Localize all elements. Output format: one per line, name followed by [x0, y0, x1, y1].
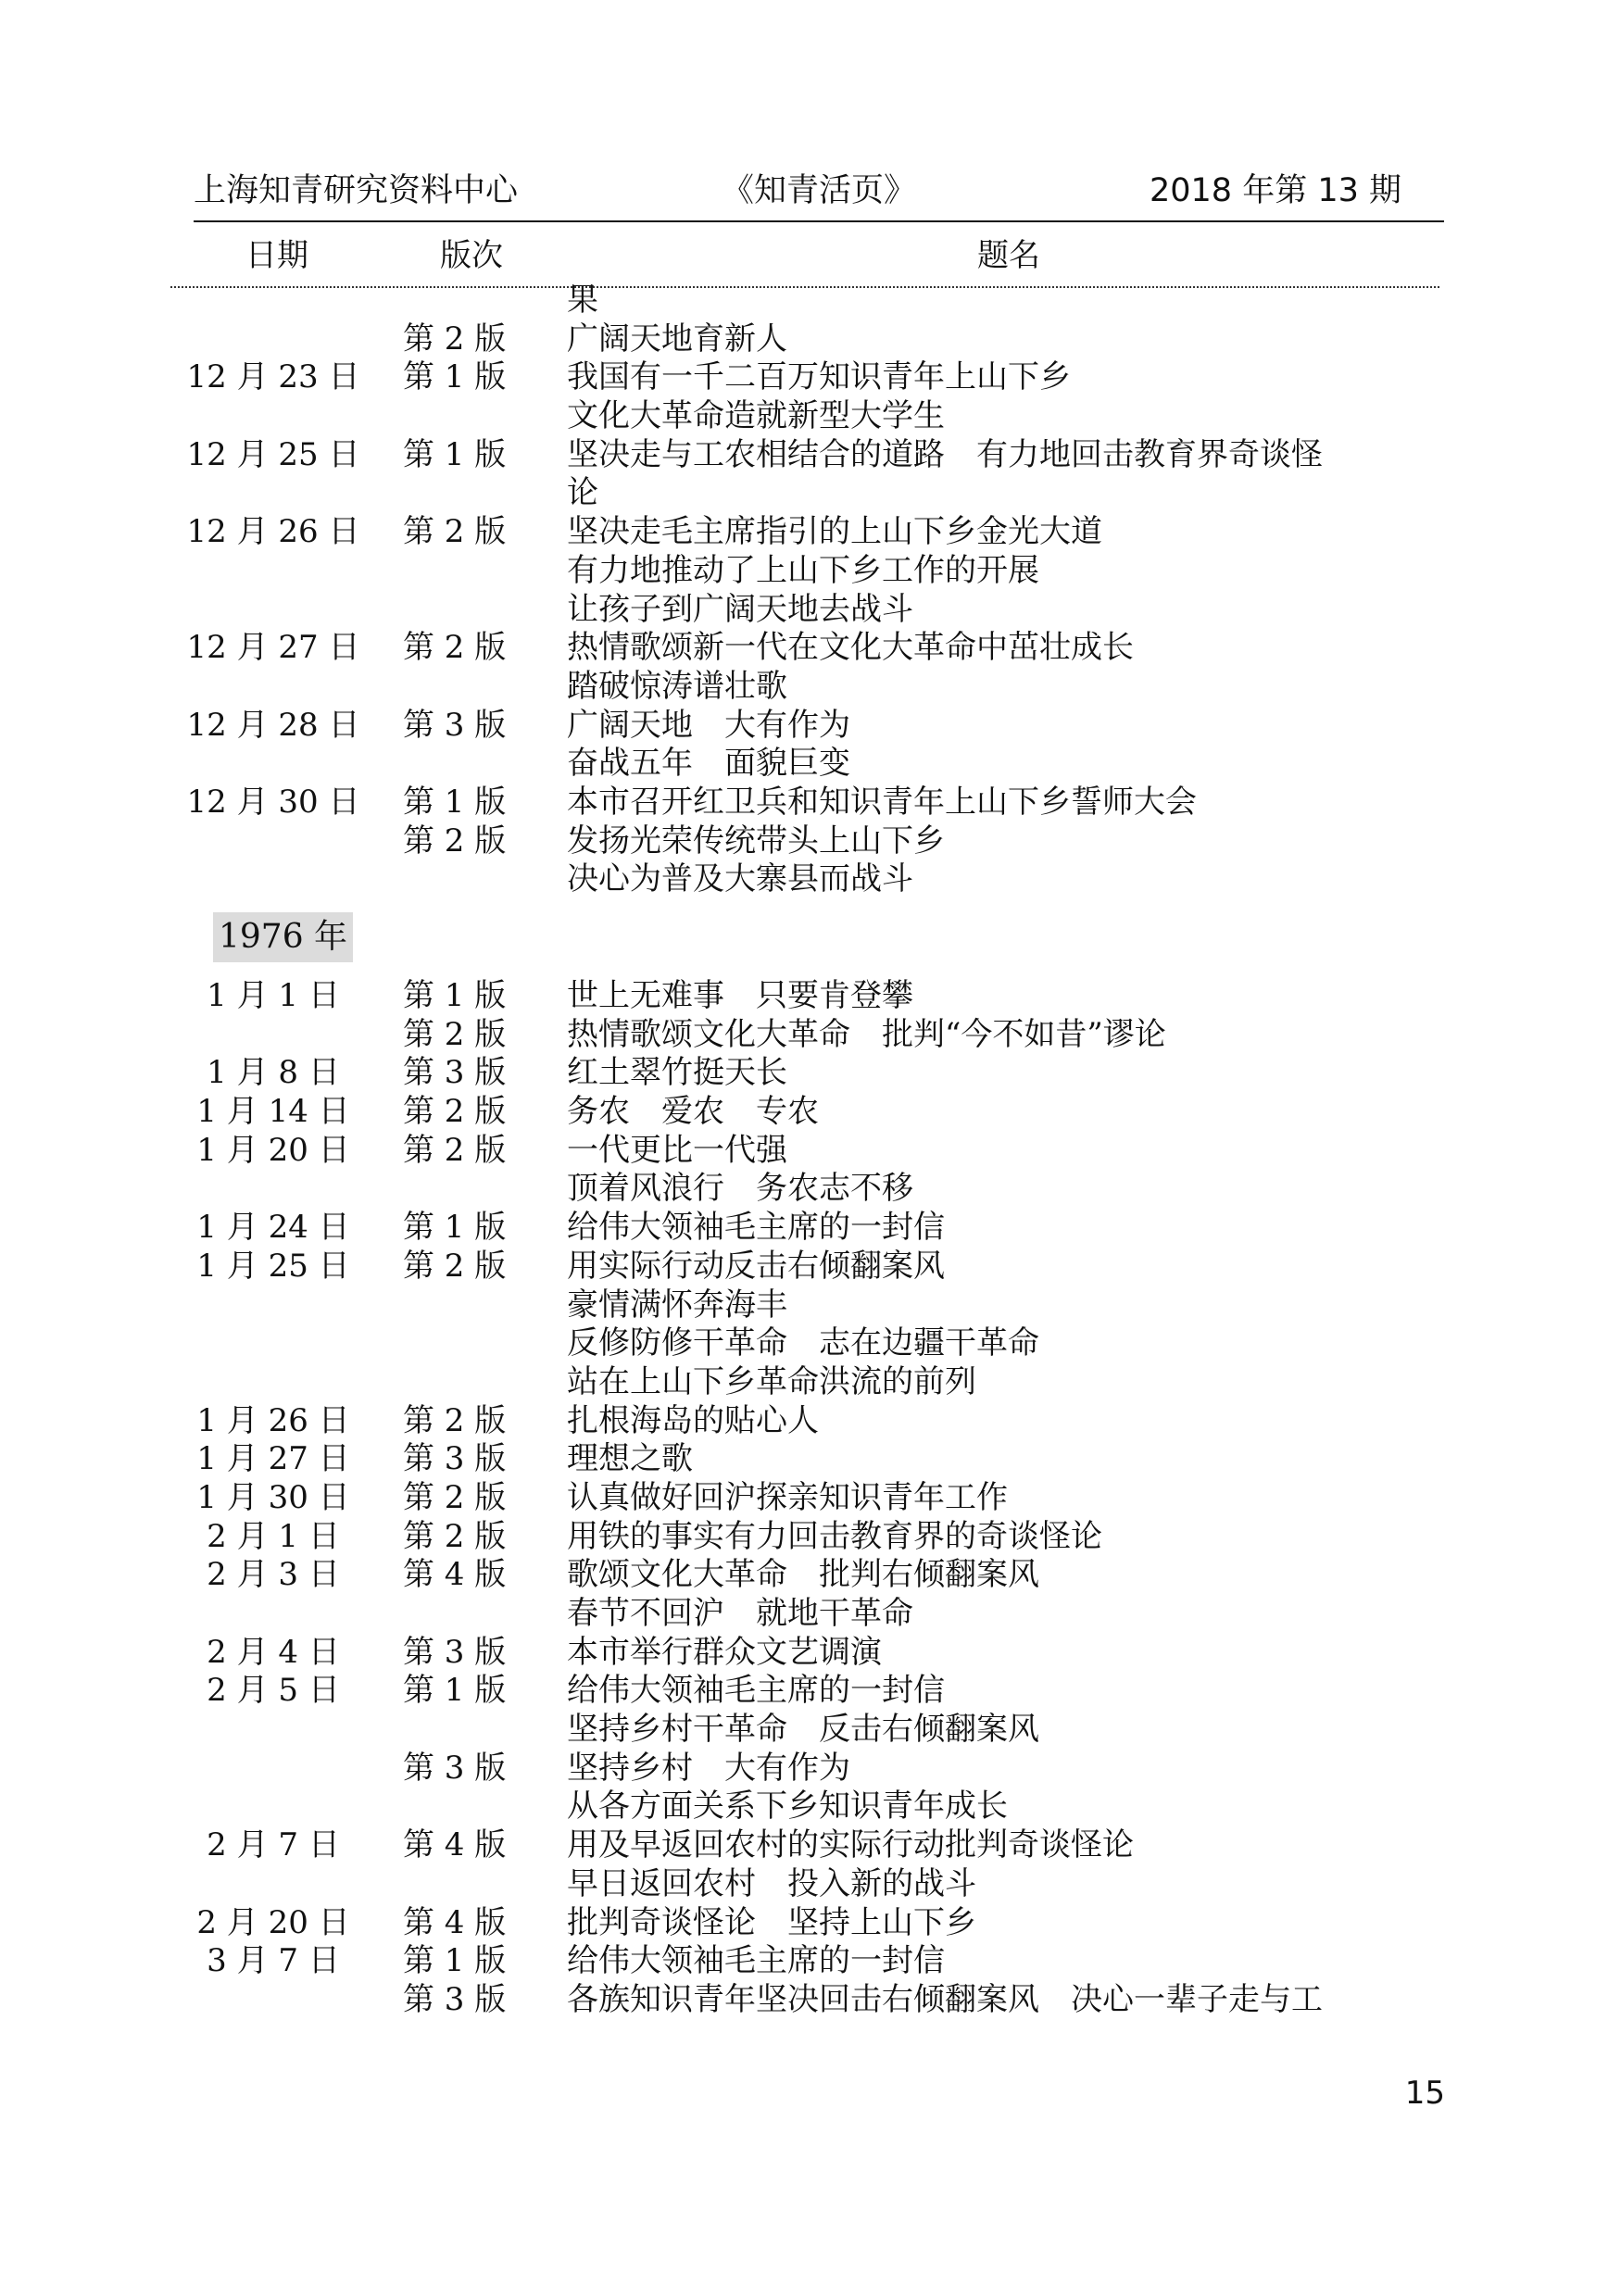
- table-row: [185, 1904, 1445, 1943]
- row-version: 第 4 版: [403, 1903, 507, 1941]
- row-date: 2 月 1 日: [207, 1517, 340, 1555]
- row-title: 踏破惊涛谱壮歌: [567, 667, 787, 705]
- header-rule: [194, 220, 1444, 222]
- row-version: 第 3 版: [403, 1440, 507, 1478]
- table-row: [185, 1981, 1445, 2020]
- row-title: 从各方面关系下乡知识青年成长: [567, 1788, 1008, 1826]
- row-title: 用实际行动反击右倾翻案风: [567, 1247, 945, 1285]
- row-version: 第 2 版: [403, 822, 507, 859]
- row-date: 12 月 27 日: [186, 629, 360, 667]
- table-row: [185, 591, 1445, 630]
- table-row: [185, 1248, 1445, 1286]
- row-title: 热情歌颂新一代在文化大革命中茁壮成长: [567, 629, 1134, 667]
- row-title: 歌颂文化大革命 批判右倾翻案风: [567, 1556, 1039, 1594]
- year-section: [185, 899, 1445, 977]
- table-row: [185, 784, 1445, 822]
- row-date: 3 月 7 日: [207, 1942, 340, 1980]
- table-row: [185, 358, 1445, 397]
- row-title: 给伟大领袖毛主席的一封信: [567, 1209, 945, 1247]
- column-header-version: 版次: [440, 237, 503, 274]
- table-row: [185, 1402, 1445, 1441]
- row-title: 坚决走与工农相结合的道路 有力地回击教育界奇谈怪: [567, 435, 1323, 473]
- row-date: 2 月 20 日: [196, 1903, 350, 1941]
- row-title: 一代更比一代强: [567, 1131, 787, 1169]
- table-row: [185, 1093, 1445, 1132]
- row-title: 奋战五年 面貌巨变: [567, 745, 850, 783]
- row-title: 决心为普及大寨县而战斗: [567, 860, 913, 898]
- table-row: [185, 552, 1445, 591]
- row-title: 广阔天地育新人: [567, 320, 787, 358]
- table-row: [185, 1016, 1445, 1055]
- table-row: [185, 1440, 1445, 1479]
- row-title: 站在上山下乡革命洪流的前列: [567, 1362, 976, 1400]
- table-row: [185, 474, 1445, 513]
- row-title: 务农 爱农 专农: [567, 1093, 819, 1131]
- row-version: 第 4 版: [403, 1826, 507, 1864]
- table-row: [185, 822, 1445, 861]
- table-row: [185, 1324, 1445, 1363]
- table-row: [185, 1286, 1445, 1325]
- table-row: [185, 707, 1445, 746]
- table-row: [185, 1132, 1445, 1171]
- row-title: 有力地推动了上山下乡工作的开展: [567, 551, 1039, 589]
- row-title: 热情歌颂文化大革命 批判“今不如昔”谬论: [567, 1015, 1166, 1053]
- table-row: [185, 1518, 1445, 1557]
- row-title: 红土翠竹挺天长: [567, 1054, 787, 1092]
- table-row: [185, 282, 1445, 320]
- table-row: [185, 629, 1445, 668]
- table-row: [185, 1363, 1445, 1402]
- row-title: 坚持乡村 大有作为: [567, 1749, 850, 1787]
- table-row: [185, 1942, 1445, 1981]
- index-table: [185, 282, 1445, 2020]
- row-date: 2 月 5 日: [207, 1672, 340, 1710]
- row-version: 第 1 版: [403, 1942, 507, 1980]
- table-row: [185, 1479, 1445, 1518]
- table-row: [185, 1750, 1445, 1788]
- table-row: [185, 745, 1445, 784]
- header-publication: 《知青活页》: [721, 172, 916, 209]
- row-date: 1 月 1 日: [207, 977, 340, 1014]
- row-version: 第 1 版: [403, 1672, 507, 1710]
- row-version: 第 2 版: [403, 629, 507, 667]
- row-title: 坚决走毛主席指引的上山下乡金光大道: [567, 513, 1102, 551]
- column-headers: [194, 230, 1444, 282]
- row-version: 第 1 版: [403, 358, 507, 396]
- table-row: [185, 513, 1445, 552]
- page-number: 15: [1404, 2075, 1445, 2112]
- column-header-date: 日期: [245, 237, 308, 274]
- row-version: 第 3 版: [403, 706, 507, 744]
- row-date: 1 月 30 日: [196, 1478, 350, 1516]
- row-title: 果: [567, 282, 598, 319]
- row-title: 批判奇谈怪论 坚持上山下乡: [567, 1903, 976, 1941]
- row-date: 12 月 28 日: [186, 706, 360, 744]
- table-row: [185, 1556, 1445, 1595]
- row-title: 认真做好回沪探亲知识青年工作: [567, 1478, 1008, 1516]
- row-version: 第 2 版: [403, 1247, 507, 1285]
- row-title: 论: [567, 474, 598, 512]
- row-version: 第 2 版: [403, 513, 507, 551]
- row-version: 第 1 版: [403, 435, 507, 473]
- row-title: 本市举行群众文艺调演: [567, 1633, 882, 1671]
- row-title: 顶着风浪行 务农志不移: [567, 1170, 913, 1208]
- row-title: 各族知识青年坚决回击右倾翻案风 决心一辈子走与工: [567, 1980, 1323, 2018]
- row-date: 1 月 20 日: [196, 1131, 350, 1169]
- header-org: 上海知青研究资料中心: [194, 172, 519, 209]
- row-date: 1 月 8 日: [207, 1054, 340, 1092]
- row-date: 12 月 26 日: [186, 513, 360, 551]
- row-version: 第 1 版: [403, 1209, 507, 1247]
- year-label: 1976 年: [213, 912, 353, 962]
- row-date: 2 月 3 日: [207, 1556, 340, 1594]
- row-date: 1 月 26 日: [196, 1401, 350, 1439]
- row-version: 第 4 版: [403, 1556, 507, 1594]
- row-date: 12 月 23 日: [186, 358, 360, 396]
- row-version: 第 2 版: [403, 1517, 507, 1555]
- table-row: [185, 668, 1445, 707]
- row-date: 12 月 25 日: [186, 435, 360, 473]
- row-date: 1 月 14 日: [196, 1093, 350, 1131]
- table-row: [185, 1711, 1445, 1750]
- row-title: 我国有一千二百万知识青年上山下乡: [567, 358, 1071, 396]
- table-row: [185, 1672, 1445, 1711]
- row-title: 豪情满怀奔海丰: [567, 1286, 787, 1324]
- row-version: 第 1 版: [403, 977, 507, 1014]
- table-row: [185, 1865, 1445, 1904]
- header-issue: 2018 年第 13 期: [1150, 172, 1401, 209]
- table-row: [185, 860, 1445, 899]
- row-title: 世上无难事 只要肯登攀: [567, 977, 913, 1014]
- row-version: 第 2 版: [403, 1131, 507, 1169]
- table-row: [185, 436, 1445, 475]
- row-title: 给伟大领袖毛主席的一封信: [567, 1672, 945, 1710]
- row-title: 早日返回农村 投入新的战斗: [567, 1864, 976, 1902]
- row-title: 发扬光荣传统带头上山下乡: [567, 822, 945, 859]
- table-row: [185, 1826, 1445, 1865]
- row-date: 1 月 24 日: [196, 1209, 350, 1247]
- row-title: 理想之歌: [567, 1440, 693, 1478]
- row-version: 第 2 版: [403, 320, 507, 358]
- row-date: 12 月 30 日: [186, 783, 360, 821]
- row-title: 文化大革命造就新型大学生: [567, 397, 945, 435]
- table-row: [185, 1054, 1445, 1093]
- table-row: [185, 1595, 1445, 1634]
- row-title: 坚持乡村干革命 反击右倾翻案风: [567, 1711, 1039, 1749]
- row-title: 反修防修干革命 志在边疆干革命: [567, 1324, 1039, 1362]
- row-title: 春节不回沪 就地干革命: [567, 1595, 913, 1632]
- row-title: 本市召开红卫兵和知识青年上山下乡誓师大会: [567, 783, 1197, 821]
- table-row: [185, 397, 1445, 436]
- row-title: 给伟大领袖毛主席的一封信: [567, 1942, 945, 1980]
- table-row: [185, 1170, 1445, 1209]
- row-version: 第 3 版: [403, 1980, 507, 2018]
- table-row: [185, 320, 1445, 359]
- page-header: [194, 163, 1444, 219]
- row-title: 扎根海岛的贴心人: [567, 1401, 819, 1439]
- row-version: 第 2 版: [403, 1015, 507, 1053]
- row-title: 用铁的事实有力回击教育界的奇谈怪论: [567, 1517, 1102, 1555]
- table-row: [185, 977, 1445, 1016]
- row-version: 第 3 版: [403, 1054, 507, 1092]
- table-row: [185, 1788, 1445, 1826]
- table-row: [185, 1209, 1445, 1248]
- row-version: 第 2 版: [403, 1401, 507, 1439]
- row-date: 1 月 27 日: [196, 1440, 350, 1478]
- row-version: 第 2 版: [403, 1093, 507, 1131]
- column-header-title: 题名: [977, 237, 1040, 274]
- row-date: 1 月 25 日: [196, 1247, 350, 1285]
- row-date: 2 月 7 日: [207, 1826, 340, 1864]
- row-version: 第 1 版: [403, 783, 507, 821]
- row-title: 广阔天地 大有作为: [567, 706, 850, 744]
- row-version: 第 2 版: [403, 1478, 507, 1516]
- table-row: [185, 1634, 1445, 1673]
- row-title: 用及早返回农村的实际行动批判奇谈怪论: [567, 1826, 1134, 1864]
- row-title: 让孩子到广阔天地去战斗: [567, 590, 913, 628]
- row-date: 2 月 4 日: [207, 1633, 340, 1671]
- row-version: 第 3 版: [403, 1633, 507, 1671]
- row-version: 第 3 版: [403, 1749, 507, 1787]
